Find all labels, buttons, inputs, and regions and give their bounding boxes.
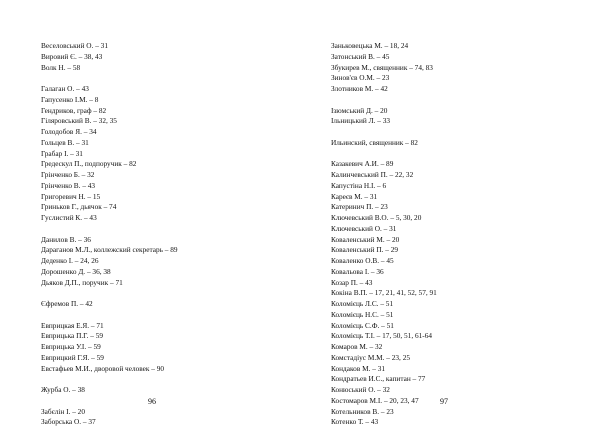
group-spacer xyxy=(41,396,178,407)
index-entry: Дьяков Д.П., поручик – 71 xyxy=(41,277,123,287)
index-entry: Коломієць Н.С. – 51 xyxy=(331,309,394,319)
index-entry: Катеринич П. – 23 xyxy=(331,202,388,212)
index-entry: Гуслистий К. – 43 xyxy=(41,213,97,222)
index-entry: Затонський В. – 45 xyxy=(331,51,390,61)
index-entry: Грінченко Б. – 32 xyxy=(41,170,95,179)
group-spacer xyxy=(41,73,178,84)
index-entry: Конюський О. – 32 xyxy=(331,385,390,394)
index-entry: Казакевич А.И. – 89 xyxy=(331,159,394,169)
index-entry: Вировий Є. – 38, 43 xyxy=(41,51,103,61)
index-entry: Данилов В. – 36 xyxy=(41,234,91,244)
index-column xyxy=(331,41,437,428)
index-entry: Забєлін І. – 20 xyxy=(41,406,85,416)
page-number: 96 xyxy=(148,397,156,406)
index-column xyxy=(41,41,178,428)
index-entry: Комстадіус М.М. – 23, 25 xyxy=(331,352,411,362)
group-spacer xyxy=(41,224,178,235)
index-entry: Гапусенко І.М. – 8 xyxy=(41,94,99,104)
index-entry: Коломієць С.Ф. – 51 xyxy=(331,320,394,330)
index-entry: Григоревич Н. – 15 xyxy=(41,191,101,201)
index-entry: Евприцкий Г.Я. – 59 xyxy=(41,352,104,362)
index-entry: Збукирев М., священник – 74, 83 xyxy=(331,62,433,72)
group-spacer xyxy=(41,374,178,385)
index-entry: Голодобов Я. – 34 xyxy=(41,127,97,136)
index-entry: Ключевський О. – 31 xyxy=(331,223,397,233)
index-entry: Кондаков М. – 31 xyxy=(331,363,386,373)
index-entry: Зинов'єв О.М. – 23 xyxy=(331,73,390,83)
index-entry: Гіляровський В. – 32, 35 xyxy=(41,116,117,126)
index-entry: Заборська О. – 37 xyxy=(41,417,96,427)
group-spacer xyxy=(331,149,437,160)
index-entry: Коломієць Л.С. – 51 xyxy=(331,299,394,308)
index-entry: Галаган О. – 43 xyxy=(41,84,89,93)
index-entry: Волк Н. – 58 xyxy=(41,62,81,72)
right-page xyxy=(300,0,600,435)
index-entry: Єфремов П. – 42 xyxy=(41,299,93,308)
index-entry: Кокіна В.П. – 17, 21, 41, 52, 57, 91 xyxy=(331,288,437,298)
group-spacer xyxy=(331,95,437,106)
index-entry: Гриньков Г., дьячок – 74 xyxy=(41,202,117,212)
index-entry: Костомаров М.І. – 20, 23, 47 xyxy=(331,395,419,405)
index-entry: Ільницький Л. – 33 xyxy=(331,116,390,126)
index-entry: Дараганов М.Л., коллежский секретарь – 89 xyxy=(41,245,178,255)
index-entry: Гредескул П., подпоручик – 82 xyxy=(41,159,137,169)
index-entry: Коваленський М. – 20 xyxy=(331,234,400,244)
index-entry: Евприцька П.Г. – 59 xyxy=(41,331,103,341)
index-entry: Гендриков, граф – 82 xyxy=(41,105,107,115)
page-number: 97 xyxy=(440,397,448,406)
index-entry: Грінченко В. – 43 xyxy=(41,180,96,190)
index-entry: Ізюмський Д. – 20 xyxy=(331,105,388,115)
index-entry: Козар П. – 43 xyxy=(331,277,373,287)
index-entry: Ковальова І. – 36 xyxy=(331,266,384,276)
index-entry: Деденко І. – 24, 26 xyxy=(41,256,99,265)
index-entry: Евприцкая Е.Я. – 71 xyxy=(41,320,104,330)
index-entry: Веселовський О. – 31 xyxy=(41,41,108,50)
index-entry: Дорошенко Д. – 36, 38 xyxy=(41,266,111,276)
group-spacer xyxy=(41,288,178,299)
index-entry: Кондратьев И.С., капитан – 77 xyxy=(331,374,426,384)
index-entry: Гольцев В. – 31 xyxy=(41,137,89,147)
index-entry: Ильинский, священник – 82 xyxy=(331,137,418,147)
index-entry: Кареєв М. – 31 xyxy=(331,191,378,201)
index-entry: Коваленко О.В. – 45 xyxy=(331,256,394,265)
index-entry: Коваленський П. – 29 xyxy=(331,245,399,255)
index-entry: Журба О. – 38 xyxy=(41,385,85,394)
index-entry: Грабар І. – 31 xyxy=(41,148,83,158)
index-entry: Котельников В. – 23 xyxy=(331,406,394,416)
group-spacer xyxy=(41,310,178,321)
index-entry: Евстафьев М.И., дворовой человек – 90 xyxy=(41,363,165,373)
index-entry: Калинчевський П. – 22, 32 xyxy=(331,170,414,179)
index-entry: Капустіна Н.І. – 6 xyxy=(331,180,387,190)
index-entry: Евприцька У.І. – 59 xyxy=(41,342,101,351)
index-entry: Заньковецька М. – 18, 24 xyxy=(331,41,409,50)
group-spacer xyxy=(331,127,437,138)
index-entry: Коломієць Т.І. – 17, 50, 51, 61-64 xyxy=(331,331,433,341)
index-entry: Котенко Т. – 43 xyxy=(331,417,379,427)
index-entry: Злотников М. – 42 xyxy=(331,84,388,93)
index-entry: Ключевський В.О. – 5, 30, 20 xyxy=(331,213,422,222)
index-entry: Комаров М. – 32 xyxy=(331,342,383,351)
